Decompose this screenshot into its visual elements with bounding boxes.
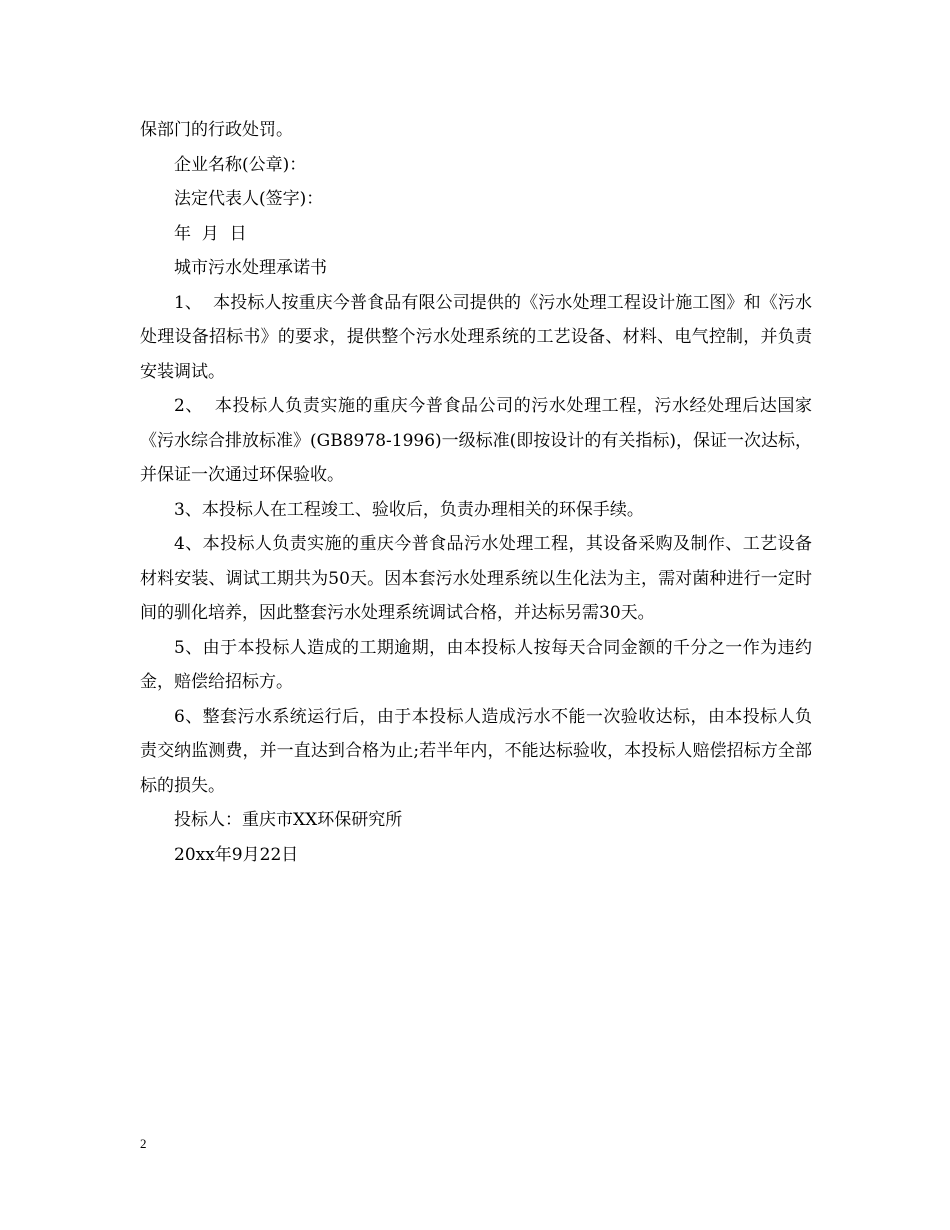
clause-3: 3、本投标人在工程竣工、验收后，负责办理相关的环保手续。 — [174, 499, 644, 520]
document-body — [140, 113, 812, 872]
bidder-signature-line: 投标人：重庆市XX环保研究所 — [174, 810, 403, 830]
page-number: 2 — [140, 1136, 147, 1151]
clause-2: 2、 本投标人负责实施的重庆今普食品公司的污水处理工程，污水经处理后达国家《污水综合排放标准》(GB8978-1996)一级标准(即按设计的有关指标)，保证一次达标，并保证一次通过环保验收。 — [140, 396, 812, 485]
paragraph-continuation: 保部门的行政处罚。 — [140, 120, 293, 140]
legal-representative-line: 法定代表人(签字)： — [174, 189, 324, 209]
company-name-line: 企业名称(公章)： — [174, 154, 307, 175]
signature-date-line: 20xx年9月22日 — [174, 844, 299, 865]
date-placeholder-line: 年 月 日 — [174, 223, 247, 244]
section-title: 城市污水处理承诺书 — [174, 258, 327, 278]
clause-5: 5、由于本投标人造成的工期逾期，由本投标人按每天合同金额的千分之一作为违约金，赔偿给招标方。 — [140, 637, 812, 692]
clause-1: 1、 本投标人按重庆今普食品有限公司提供的《污水处理工程设计施工图》和《污水处理设备招标书》的要求，提供整个污水处理系统的工艺设备、材料、电气控制，并负责安装调试。 — [140, 292, 812, 382]
clause-4: 4、本投标人负责实施的重庆今普食品污水处理工程，其设备采购及制作、工艺设备材料安装、调试工期共为50天。因本套污水处理系统以生化法为主，需对菌种进行一定时间的驯化培养，因此整套污水处理系统调试合格，并达标另需30天。 — [140, 534, 812, 623]
clause-6: 6、整套污水系统运行后，由于本投标人造成污水不能一次验收达标，由本投标人负责交纳监测费，并一直达到合格为止;若半年内，不能达标验收，本投标人赔偿招标方全部标的损失。 — [140, 706, 812, 796]
